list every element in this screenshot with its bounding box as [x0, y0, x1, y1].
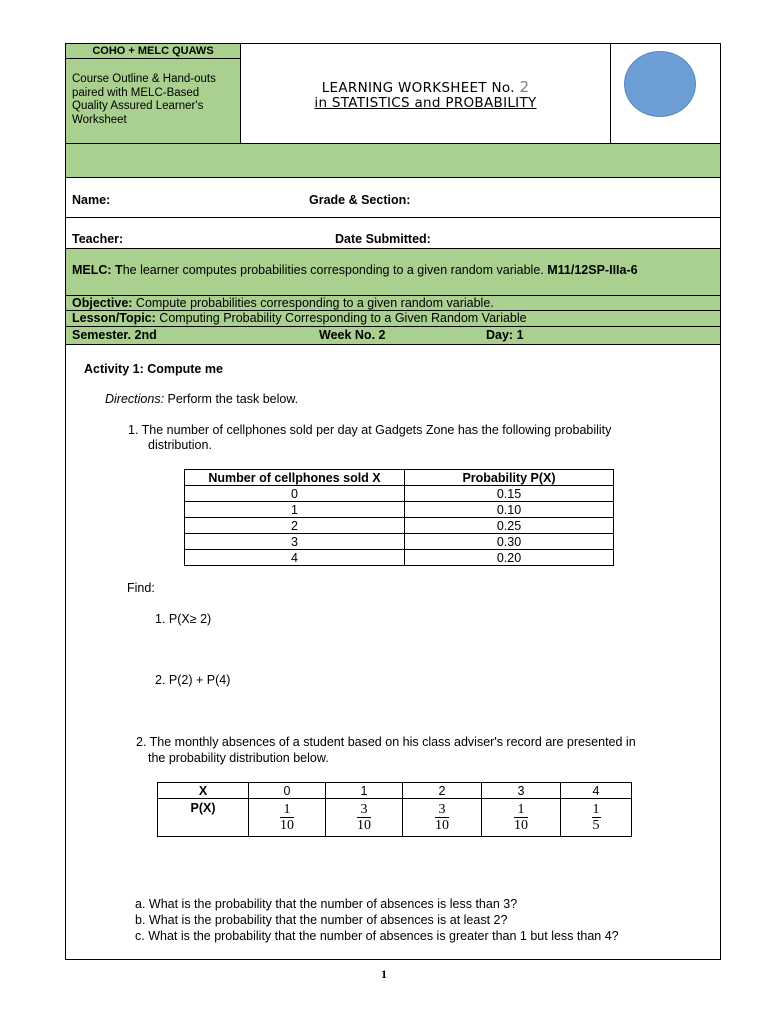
lesson-text: Lesson/Topic: Computing Probability Corresponding to a Given Random Variable: [72, 311, 527, 325]
question-2-line-2: the probability distribution below.: [148, 751, 329, 765]
table2-px-label: P(X): [158, 799, 249, 837]
table2-fraction-cell: [249, 799, 326, 837]
cellphones-distribution-table: [184, 469, 614, 566]
melc-row: [66, 249, 720, 296]
table-row: [185, 518, 614, 534]
day-label: Day: 1: [486, 328, 524, 342]
name-row: [66, 178, 720, 218]
table-row: [185, 550, 614, 566]
green-band: [66, 144, 720, 178]
table2-x-value: 4: [561, 783, 632, 799]
table1-p-value: 0.25: [405, 518, 614, 534]
header-row: [66, 44, 720, 144]
table2-x-value: 1: [326, 783, 403, 799]
page-number: 1: [381, 967, 387, 981]
fraction: $\frac{1}{10}$: [280, 802, 294, 833]
coho-tag: COHO + MELC QUAWS: [66, 44, 240, 59]
table2-x-value: 2: [403, 783, 482, 799]
table1-x-value: 1: [185, 502, 405, 518]
teacher-row: [66, 218, 720, 249]
absences-distribution-table: [157, 782, 632, 837]
name-label: Name:: [72, 193, 111, 207]
table1-p-value: 0.20: [405, 550, 614, 566]
course-description: Course Outline & Hand-outs paired with MELC-Based Quality Assured Learner's Worksheet: [66, 59, 240, 143]
find-item-2: 2. P(2) + P(4): [155, 673, 231, 687]
school-logo: [624, 51, 696, 117]
table2-x-label: X: [158, 783, 249, 799]
table2-fraction-cell: [403, 799, 482, 837]
worksheet-number: 2: [519, 78, 530, 96]
table1-p-value: 0.10: [405, 502, 614, 518]
question-a: a. What is the probability that the number of absences is less than 3?: [135, 897, 518, 911]
fraction: $\frac{1}{5}$: [592, 802, 600, 833]
table1-p-value: 0.30: [405, 534, 614, 550]
question-1-line-2: distribution.: [148, 438, 212, 452]
question-list: [135, 896, 619, 944]
teacher-label: Teacher:: [72, 232, 124, 246]
table2-fraction-cell: [326, 799, 403, 837]
table1-x-value: 0: [185, 486, 405, 502]
table2-x-value: 3: [482, 783, 561, 799]
table-row: [185, 502, 614, 518]
question-c: c. What is the probability that the number of absences is greater than 1 but less than 4?: [135, 929, 619, 943]
table-row: [185, 486, 614, 502]
table1-header-x: Number of cellphones sold X: [185, 470, 405, 486]
grade-section-label: Grade & Section:: [309, 193, 411, 207]
table1-x-value: 4: [185, 550, 405, 566]
lesson-row: [66, 311, 720, 327]
table2-fraction-cell: [561, 799, 632, 837]
worksheet-frame: [65, 43, 721, 960]
table2-fraction-cell: [482, 799, 561, 837]
header-left-cell: [66, 44, 241, 144]
objective-text: Objective: Compute probabilities corresponding to a given random variable.: [72, 296, 494, 310]
week-label: Week No. 2: [319, 328, 386, 342]
date-submitted-label: Date Submitted:: [335, 232, 431, 246]
table-row: [185, 534, 614, 550]
question-b: b. What is the probability that the number of absences is at least 2?: [135, 913, 508, 927]
table2-x-value: 0: [249, 783, 326, 799]
semester-label: Semester. 2nd: [72, 328, 157, 342]
table1-x-value: 3: [185, 534, 405, 550]
question-1-line-1: 1. The number of cellphones sold per day at Gadgets Zone has the following probability: [128, 423, 612, 437]
melc-text: MELC: The learner computes probabilities corresponding to a given random variable. M11/12SP-IIIa-6: [72, 263, 638, 277]
directions: Directions: Perform the task below.: [105, 392, 299, 406]
worksheet-subtitle: in STATISTICS and PROBABILITY: [314, 95, 537, 111]
table1-x-value: 2: [185, 518, 405, 534]
melc-code: M11/12SP-IIIa-6: [547, 263, 638, 277]
table1-header-px: Probability P(X): [405, 470, 614, 486]
semester-row: [66, 327, 720, 345]
table1-p-value: 0.15: [405, 486, 614, 502]
find-item-1: 1. P(X≥ 2): [155, 612, 212, 626]
worksheet-title: LEARNING WORKSHEET No. 2: [321, 78, 530, 96]
fraction: $\frac{1}{10}$: [514, 802, 528, 833]
objective-row: [66, 296, 720, 311]
fraction: $\frac{3}{10}$: [357, 802, 371, 833]
question-2-line-1: 2. The monthly absences of a student based on his class adviser's record are presented in: [136, 735, 636, 749]
fraction: $\frac{3}{10}$: [435, 802, 449, 833]
find-label: Find:: [127, 581, 155, 595]
activity-title: Activity 1: Compute me: [84, 362, 223, 376]
worksheet-title-cell: [241, 44, 611, 144]
